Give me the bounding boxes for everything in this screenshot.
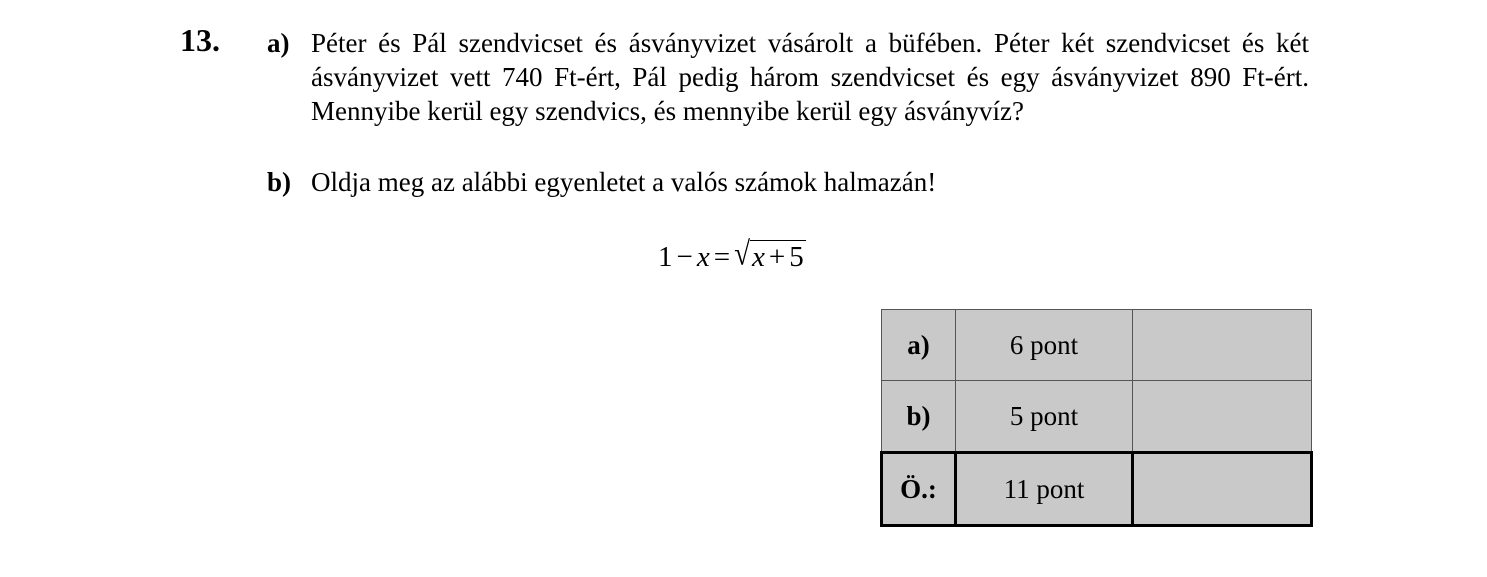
score-earned-b (1133, 381, 1312, 453)
radicand-number: 5 (789, 241, 804, 273)
score-earned-a (1133, 310, 1312, 381)
equation-lhs-var: x (696, 241, 710, 273)
part-b-text: Oldja meg az alábbi egyenletet a valós számok halmazán! (311, 167, 937, 197)
square-root (734, 237, 806, 277)
score-row-total (882, 453, 1312, 526)
part-a-label: a) (267, 28, 290, 58)
score-label-b: b) (882, 381, 956, 453)
score-label-total: Ö.: (882, 453, 956, 526)
equation (658, 237, 806, 277)
equation-minus: − (676, 241, 693, 273)
part-b-label: b) (267, 167, 292, 197)
score-points-total: 11 pont (956, 453, 1133, 526)
radicand (750, 240, 806, 273)
square-root-sign: √ (734, 235, 751, 273)
problem-number: 13. (180, 22, 220, 58)
score-points-b: 5 pont (956, 381, 1133, 453)
score-row-b (882, 381, 1312, 453)
equation-equals: = (713, 241, 731, 273)
radicand-var: x (752, 241, 765, 273)
score-earned-total (1133, 453, 1312, 526)
score-points-a: 6 pont (956, 310, 1133, 381)
part-a-text: Péter és Pál szendvicset és ásványvizet vásárolt a büfében. Péter két szendvicset és két ásványvizet vett 740 Ft-ért, Pál pedig három szendvicset és egy ásványvizet 890 Ft-ért. Mennyibe kerül egy szendvics, és mennyibe kerül egy ásványvíz? (311, 28, 1309, 126)
score-label-a: a) (882, 310, 956, 381)
equation-lhs-one: 1 (658, 241, 673, 273)
score-row-a (882, 310, 1312, 381)
score-table (880, 309, 1313, 527)
radicand-plus: + (768, 241, 786, 273)
